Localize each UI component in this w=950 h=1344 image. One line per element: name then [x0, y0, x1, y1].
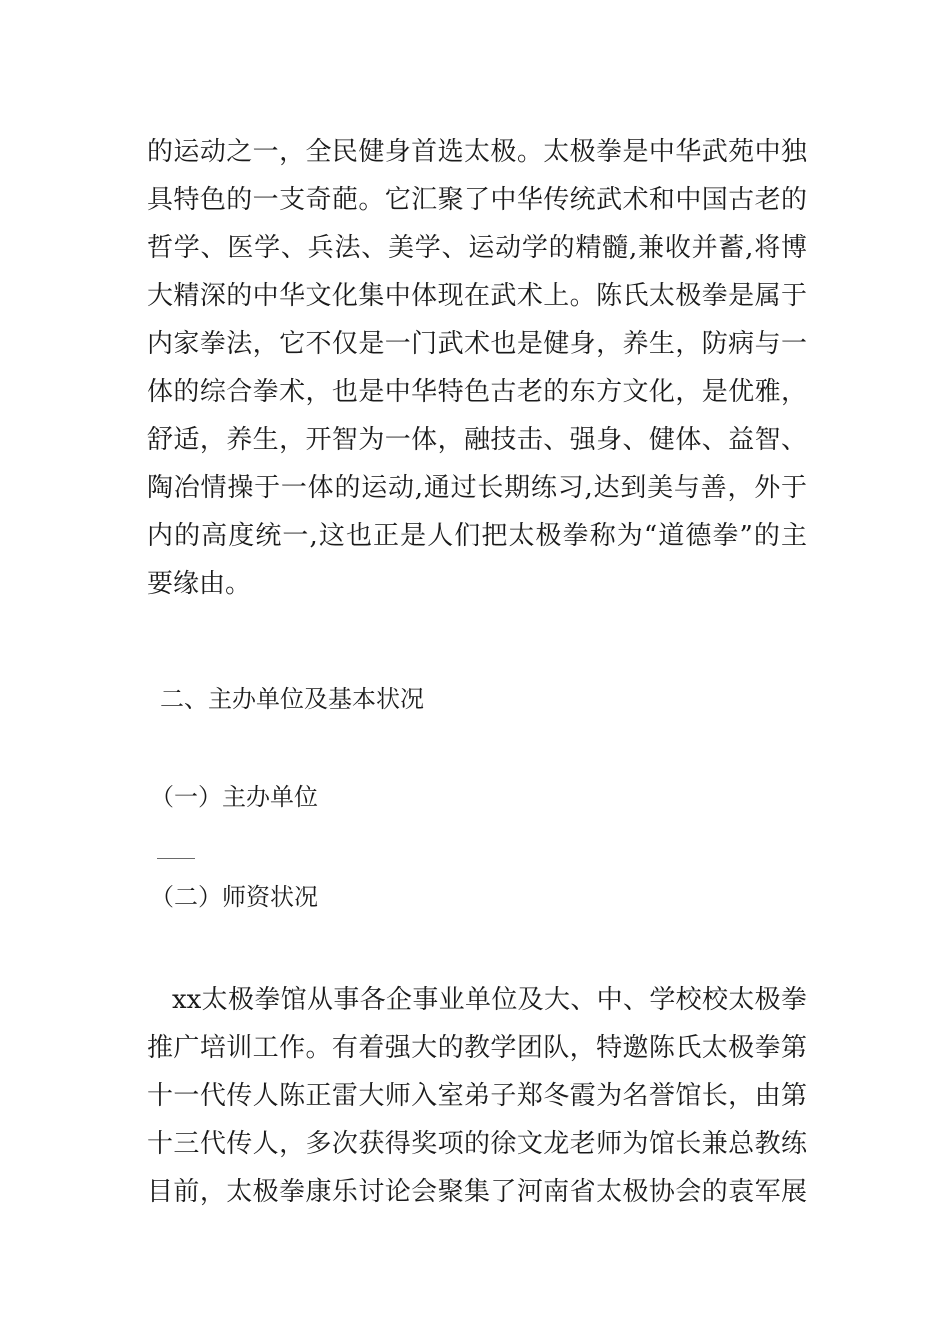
paragraph-line: 要缘由。: [147, 569, 252, 599]
subsection-heading: （二）师资状况: [150, 883, 318, 911]
paragraph-line: 具特色的一支奇葩。它汇聚了中华传统武术和中国古老的: [147, 185, 807, 215]
section-heading: 二、主办单位及基本状况: [160, 685, 424, 713]
paragraph-line: 舒适，养生，开智为一体，融技击、强身、健体、益智、: [147, 425, 807, 455]
paragraph-line: 的运动之一，全民健身首选太极。太极拳是中华武苑中独: [147, 137, 807, 167]
paragraph-line: 推广培训工作。有着强大的教学团队，特邀陈氏太极拳第: [147, 1033, 807, 1063]
paragraph-line: 大精深的中华文化集中体现在武术上。陈氏太极拳是属于: [147, 281, 807, 311]
subsection-heading: （一）主办单位: [150, 783, 318, 811]
paragraph-line: 目前，太极拳康乐讨论会聚集了河南省太极协会的袁军展: [147, 1177, 807, 1207]
paragraph-line: 陶冶情操于一体的运动,通过长期练习,达到美与善，外于: [147, 473, 807, 503]
paragraph-line: 内的高度统一,这也正是人们把太极拳称为“道德拳”的主: [147, 521, 807, 551]
paragraph-line: 内家拳法，它不仅是一门武术也是健身，养生，防病与一: [147, 329, 807, 359]
paragraph-line: 十三代传人，多次获得奖项的徐文龙老师为馆长兼总教练: [147, 1129, 807, 1159]
divider: [157, 858, 195, 859]
paragraph-line: xx太极拳馆从事各企事业单位及大、中、学校校太极拳: [172, 985, 807, 1015]
paragraph-line: 体的综合拳术，也是中华特色古老的东方文化，是优雅，: [147, 377, 807, 407]
paragraph-line: 哲学、医学、兵法、美学、运动学的精髓,兼收并蓄,将博: [147, 233, 807, 263]
paragraph-line: 十一代传人陈正雷大师入室弟子郑冬霞为名誉馆长，由第: [147, 1081, 807, 1111]
